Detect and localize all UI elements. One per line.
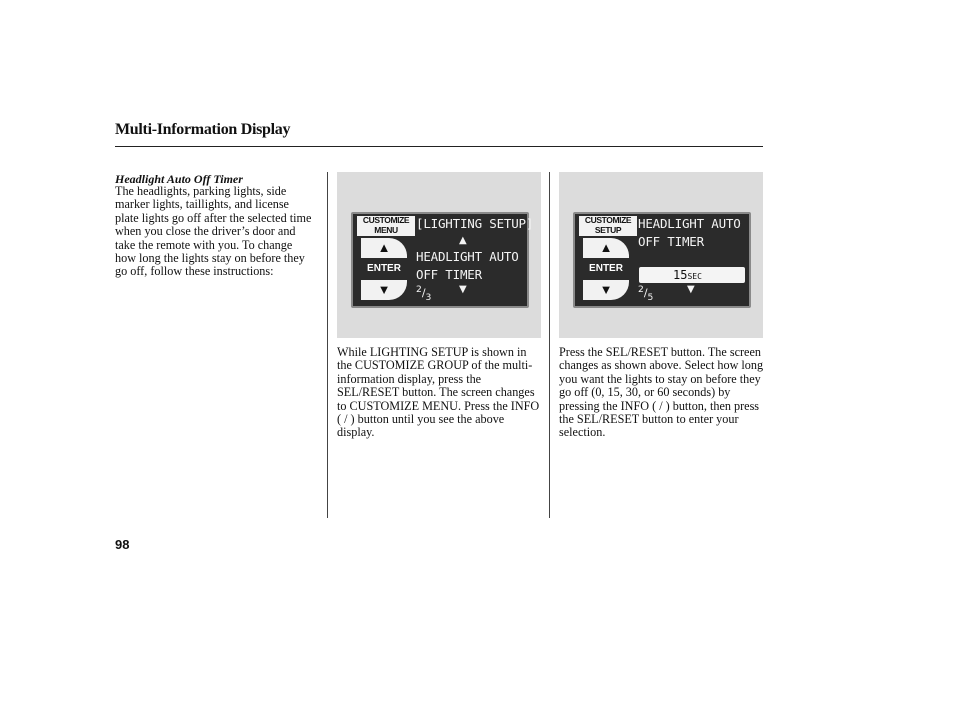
lcd-line-3: OFF TIMER xyxy=(416,267,482,282)
button-cluster xyxy=(361,238,407,300)
display-illustration-1 xyxy=(337,172,541,338)
scroll-down-icon: ▼ xyxy=(459,284,467,295)
timer-value xyxy=(673,267,702,285)
step-1-paragraph: While LIGHTING SETUP is shown in the CUSTOMIZE GROUP of the multi-information display, press the SEL/RESET button. The screen changes to CUSTOMIZE MENU. Press the INFO ( / ) button until you see the above display. xyxy=(337,345,540,440)
page-numerator: 2 xyxy=(638,284,644,295)
page-fraction: $^2/_3$ xyxy=(416,284,432,303)
scroll-up-icon: ▲ xyxy=(459,235,467,246)
page-denominator: 5 xyxy=(647,291,654,303)
lcd-line-2: HEADLIGHT AUTO xyxy=(416,249,519,264)
down-arrow-icon: ▼ xyxy=(599,282,613,297)
page-denominator: 3 xyxy=(425,291,432,303)
menu-label: CUSTOMIZE MENU xyxy=(357,216,415,236)
enter-label: ENTER xyxy=(361,258,407,280)
timer-value-box xyxy=(639,267,745,283)
intro-paragraph: The headlights, parking lights, side marker lights, taillights, and license plate lights go off after the selected time when you close the driver’s door and take the remote with you. To change how long the lights stay on before they go off, follow these instructions: xyxy=(115,184,312,279)
lcd-screen xyxy=(351,212,534,308)
menu-control xyxy=(579,216,635,302)
section-subtitle: Headlight Auto Off Timer xyxy=(115,172,243,186)
down-arrow-icon: ▼ xyxy=(377,282,391,297)
scroll-down-icon: ▼ xyxy=(687,284,695,295)
up-arrow-icon: ▲ xyxy=(377,240,391,255)
title-rule xyxy=(115,146,763,147)
menu-control xyxy=(357,216,413,302)
menu-label: CUSTOMIZE SETUP xyxy=(579,216,637,236)
page-number: 98 xyxy=(115,537,130,552)
lcd-screen xyxy=(573,212,751,308)
column-divider-2 xyxy=(549,172,550,518)
lcd-line-1: HEADLIGHT AUTO xyxy=(638,216,741,231)
page-numerator: 2 xyxy=(416,284,422,295)
page-fraction: $^2/_5$ xyxy=(638,284,654,303)
display-illustration-2 xyxy=(559,172,763,338)
timer-unit: SEC xyxy=(687,272,702,281)
lcd-line-1: [LIGHTING SETUP] xyxy=(416,216,534,231)
up-arrow-icon: ▲ xyxy=(599,240,613,255)
lcd-line-2: OFF TIMER xyxy=(638,234,704,249)
column-divider-1 xyxy=(327,172,328,518)
page-title: Multi-Information Display xyxy=(115,121,291,138)
enter-label: ENTER xyxy=(583,258,629,280)
button-cluster xyxy=(583,238,629,300)
timer-number: 15 xyxy=(673,268,688,282)
step-2-paragraph: Press the SEL/RESET button. The screen changes as shown above. Select how long you want the lights to stay on before they go off (0, 15, 30, or 60 seconds) by pressing the INFO ( / ) button, then press the SEL/RESET button to enter your selection. xyxy=(559,345,764,440)
